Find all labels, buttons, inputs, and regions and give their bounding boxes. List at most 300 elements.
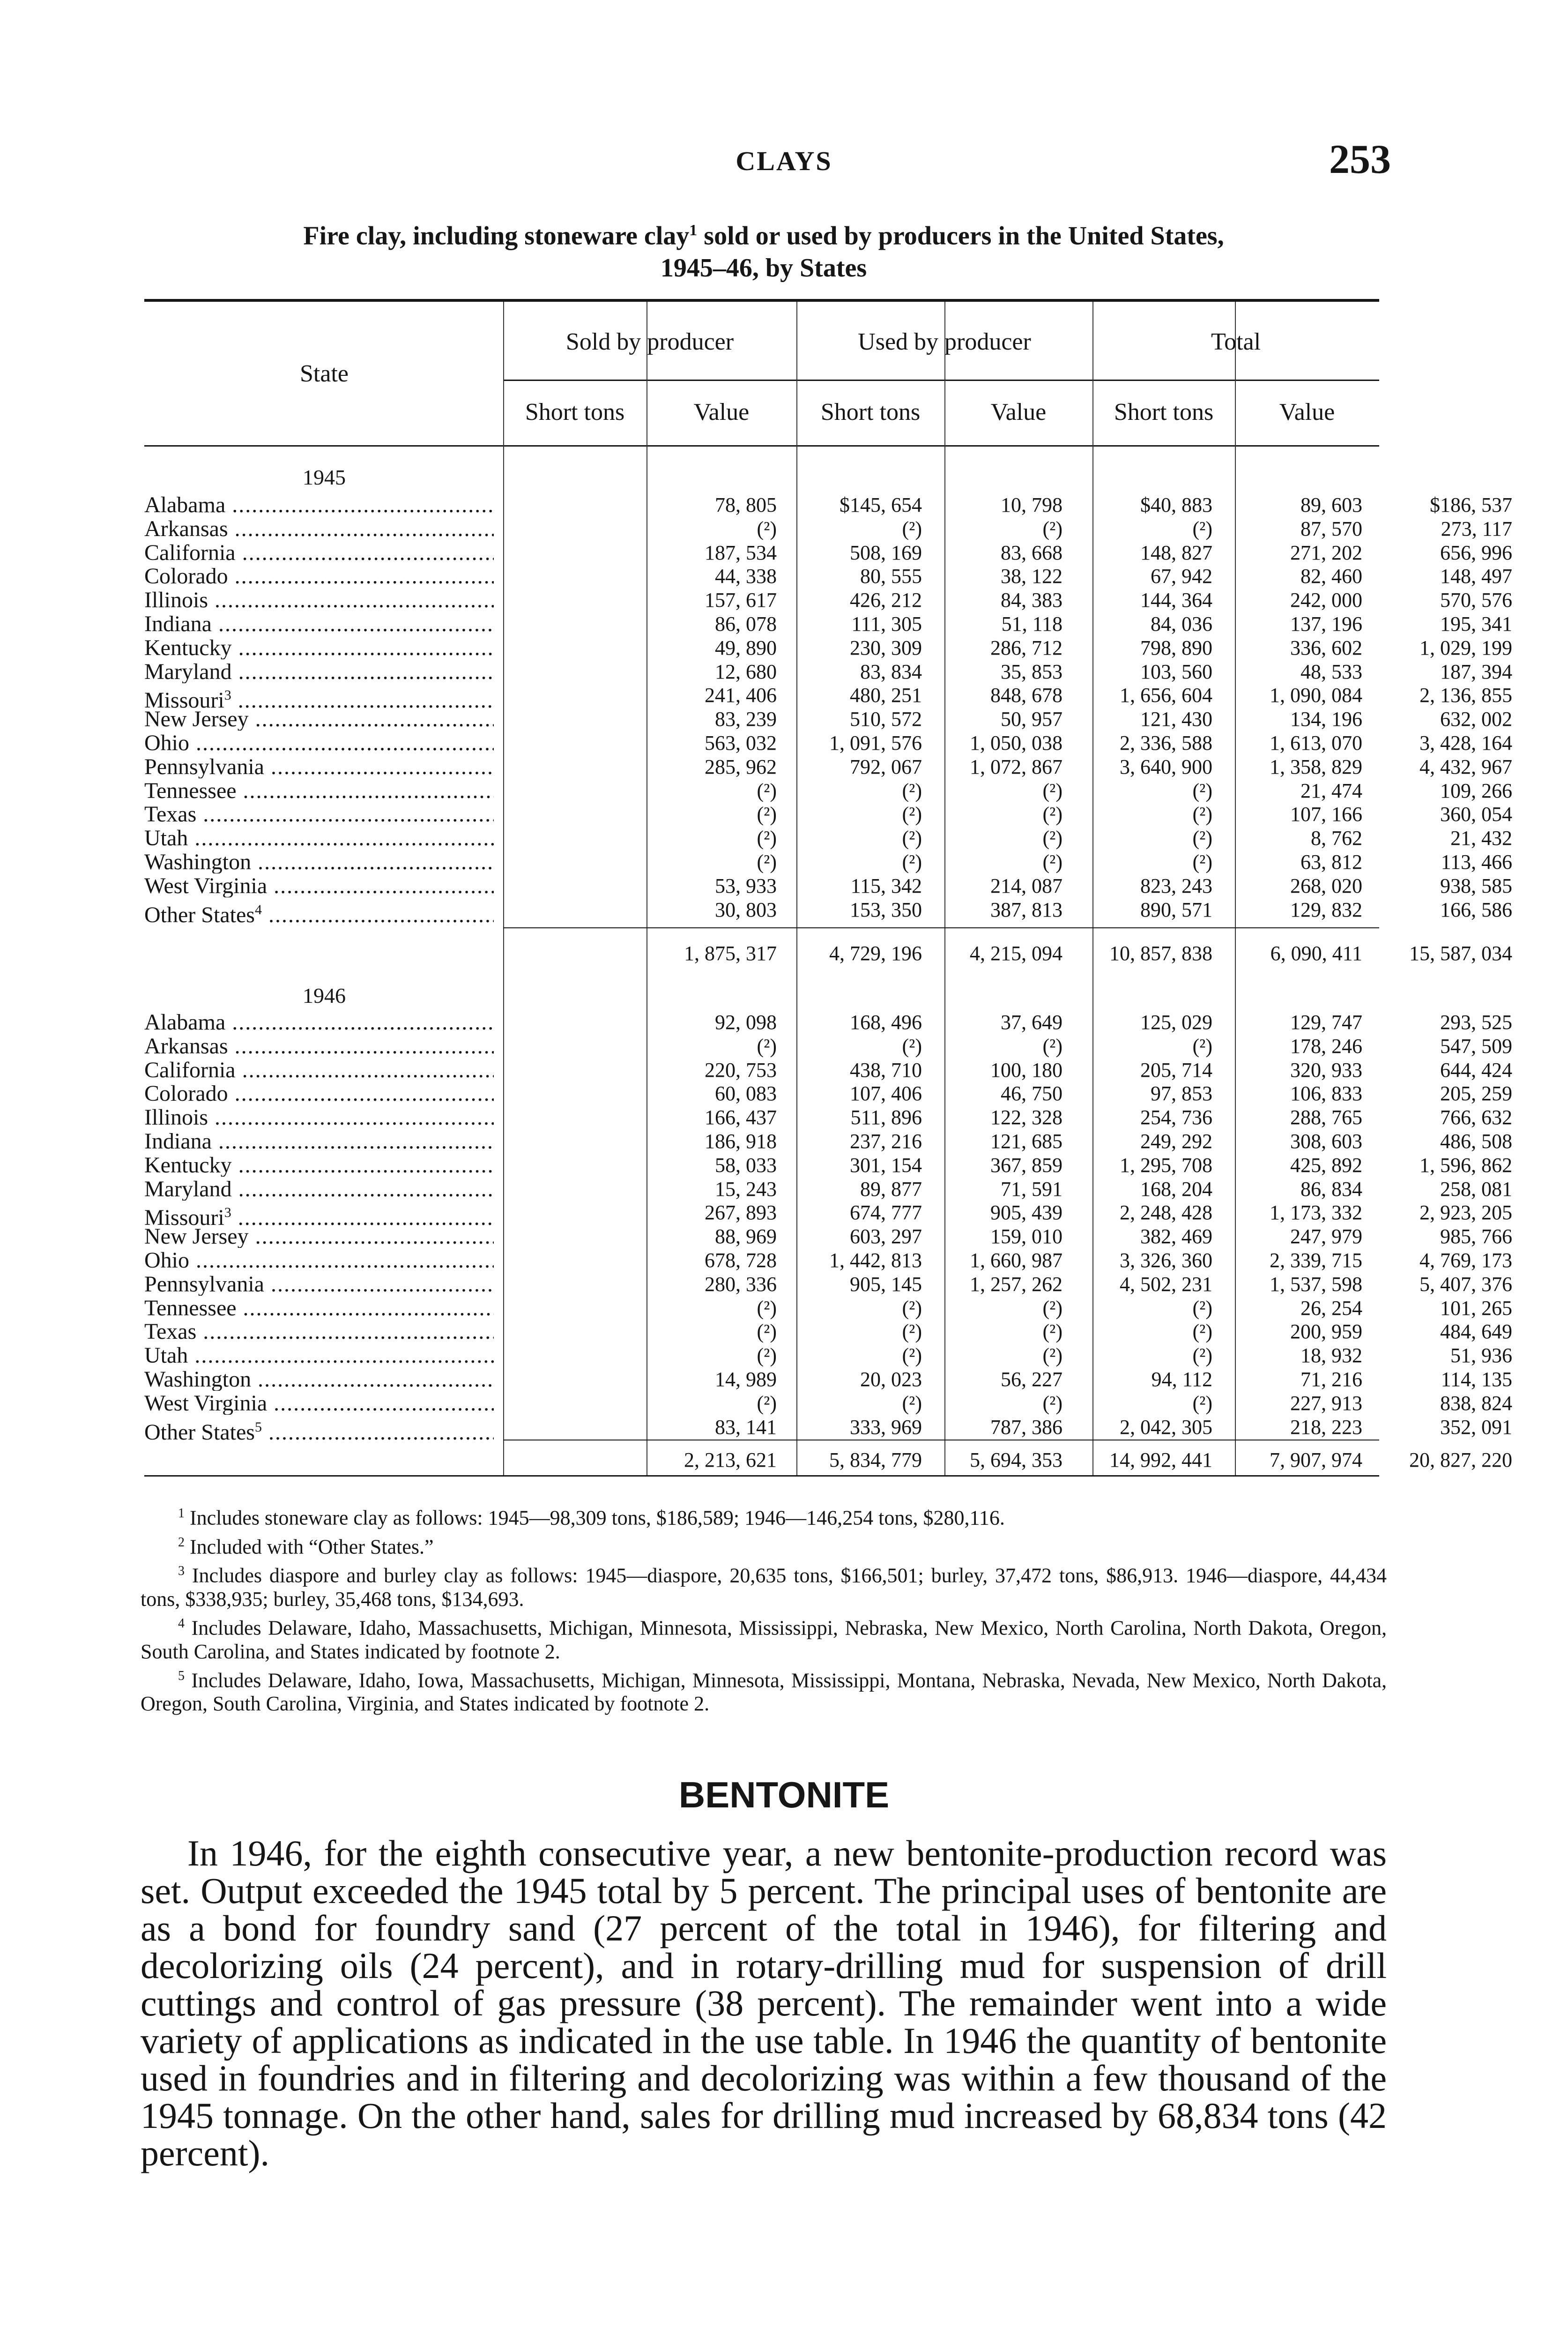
data-cell: 166, 586 (1440, 898, 1512, 921)
data-cell: (²) (902, 851, 922, 873)
data-cell: 938, 585 (1440, 874, 1512, 897)
state-name: Washington (144, 1368, 252, 1391)
data-cell: 798, 890 (1140, 636, 1212, 659)
data-cell: 187, 394 (1440, 660, 1512, 683)
data-cell: 101, 265 (1440, 1296, 1512, 1320)
footnote-mark: 4 (178, 1616, 185, 1631)
data-cell: (²) (1192, 517, 1212, 540)
footnotes (141, 1502, 1387, 1716)
data-cell: 94, 112 (1151, 1368, 1212, 1391)
data-cell: 48, 533 (1300, 660, 1362, 683)
data-cell: (²) (1042, 803, 1063, 826)
data-cell: 632, 002 (1440, 708, 1512, 731)
state-cell (144, 827, 494, 850)
state-cell (144, 851, 494, 873)
state-name: Indiana (144, 1130, 212, 1153)
state-name: Arkansas (144, 1035, 228, 1058)
state-cell (144, 1130, 494, 1153)
state-name: Utah (144, 1344, 188, 1367)
data-cell: 67, 942 (1151, 565, 1212, 588)
data-cell: 10, 798 (1001, 493, 1063, 516)
data-cell: 273, 117 (1441, 517, 1512, 540)
state-cell (144, 637, 494, 659)
data-cell: 1, 537, 598 (1270, 1272, 1362, 1296)
state-cell (144, 1344, 494, 1367)
footnote-text: Includes Delaware, Idaho, Massachusetts, Michigan, Minnesota, Mississippi, Nebraska, New Mexico, North Carolina, North Dakota, Oregon, South Carolina, and States indicated by footnote 2. (141, 1616, 1387, 1663)
total-cell: 14, 992, 441 (1109, 1448, 1212, 1471)
state-name: Texas (144, 803, 197, 826)
data-cell: (²) (902, 1320, 922, 1343)
total-cell: 5, 834, 779 (829, 1448, 922, 1471)
group-header-total: Total (1211, 328, 1261, 355)
state-name: Other States (144, 1419, 255, 1444)
state-name: Ohio (144, 1249, 189, 1272)
data-cell: 288, 765 (1290, 1106, 1362, 1129)
data-cell: 218, 223 (1290, 1415, 1362, 1439)
data-cell: (²) (1042, 851, 1063, 873)
data-cell: 4, 769, 173 (1419, 1249, 1512, 1272)
data-cell: 44, 338 (715, 565, 777, 588)
data-cell: 426, 212 (850, 589, 922, 612)
data-cell: 3, 428, 164 (1419, 731, 1512, 754)
data-cell: (²) (1042, 779, 1063, 802)
data-cell: 134, 196 (1290, 708, 1362, 731)
data-cell: 308, 603 (1290, 1130, 1362, 1153)
data-cell: 2, 339, 715 (1270, 1249, 1362, 1272)
data-cell: (²) (757, 779, 777, 802)
table-row (144, 1296, 1512, 1320)
table-bottom-rule (144, 1475, 1379, 1477)
data-cell: 644, 424 (1440, 1058, 1512, 1082)
state-cell (144, 708, 494, 731)
data-cell: 107, 406 (850, 1082, 922, 1105)
data-cell: 18, 932 (1300, 1344, 1362, 1367)
footnote-mark: 3 (224, 1205, 231, 1221)
state-cell (144, 899, 494, 926)
data-cell: 2, 248, 428 (1120, 1201, 1212, 1224)
data-cell: 84, 383 (1001, 589, 1063, 612)
data-cell: 20, 023 (860, 1368, 922, 1391)
data-cell: (²) (757, 1034, 777, 1058)
data-cell: 241, 406 (705, 684, 777, 707)
data-cell: 121, 430 (1140, 708, 1212, 731)
data-cell: 438, 710 (850, 1058, 922, 1082)
data-cell: 570, 576 (1440, 589, 1512, 612)
page-header (0, 136, 1568, 187)
data-cell: 195, 341 (1440, 612, 1512, 635)
data-cell: 178, 246 (1290, 1034, 1362, 1058)
column-header: Short tons (525, 399, 625, 425)
state-cell (144, 1011, 494, 1034)
data-cell: 286, 712 (990, 636, 1063, 659)
data-cell: 336, 602 (1290, 636, 1362, 659)
data-cell: 35, 853 (1001, 660, 1063, 683)
data-cell: (²) (1192, 1344, 1212, 1367)
table-title-line1-rest: sold or used by producers in the United States, (697, 221, 1224, 251)
data-cell: 247, 979 (1290, 1225, 1362, 1248)
table-row (144, 1368, 1512, 1391)
state-cell (144, 1273, 494, 1296)
total-cell: 4, 215, 094 (970, 942, 1063, 965)
data-cell: (²) (757, 803, 777, 826)
data-cell: 56, 227 (1001, 1368, 1063, 1391)
state-cell (144, 1392, 494, 1415)
footnote-mark: 3 (178, 1564, 185, 1579)
data-cell: 1, 358, 829 (1270, 755, 1362, 778)
total-cell: 15, 587, 034 (1409, 942, 1512, 965)
state-cell (144, 875, 494, 897)
data-cell: 280, 336 (705, 1272, 777, 1296)
state-name: California (144, 1059, 236, 1082)
data-cell: 1, 660, 987 (970, 1249, 1063, 1272)
data-cell: 129, 747 (1290, 1011, 1362, 1034)
footnote-mark: 3 (224, 687, 231, 703)
state-cell (144, 613, 494, 635)
data-cell: 1, 072, 867 (970, 755, 1063, 778)
data-cell: 508, 169 (850, 541, 922, 564)
data-cell: 121, 685 (990, 1130, 1063, 1153)
data-cell: 387, 813 (990, 898, 1063, 921)
data-cell: (²) (1042, 1391, 1063, 1415)
data-cell: 60, 083 (715, 1082, 777, 1105)
data-cell: $186, 537 (1430, 493, 1512, 516)
page-number: 253 (1329, 137, 1391, 182)
data-cell: 38, 122 (1001, 565, 1063, 588)
data-cell: 766, 632 (1440, 1106, 1512, 1129)
footnote-mark: 1 (178, 1506, 185, 1521)
state-name: Tennessee (144, 1297, 237, 1320)
state-cell (144, 780, 494, 802)
column-header: Value (990, 399, 1047, 425)
state-cell (144, 1225, 494, 1248)
data-cell: 63, 812 (1300, 851, 1362, 873)
state-cell (144, 589, 494, 612)
data-cell: 1, 295, 708 (1120, 1153, 1212, 1177)
state-name: Maryland (144, 660, 232, 683)
data-cell: 603, 297 (850, 1225, 922, 1248)
table-title (141, 215, 1387, 284)
data-cell: 1, 029, 199 (1419, 636, 1512, 659)
data-cell: 1, 442, 813 (829, 1249, 922, 1272)
data-cell: 985, 766 (1440, 1225, 1512, 1248)
data-cell: 3, 640, 900 (1120, 755, 1212, 778)
data-cell: 258, 081 (1440, 1177, 1512, 1201)
footnote-text: Includes Delaware, Idaho, Iowa, Massachusetts, Michigan, Minnesota, Mississippi, Montana, Nebraska, Nevada, New Mexico, North Dakota, Oregon, South Carolina, Virginia, and States indicated by footnote 2. (141, 1669, 1387, 1716)
data-cell: 792, 067 (850, 755, 922, 778)
state-name: Tennessee (144, 779, 237, 802)
data-cell: 787, 386 (990, 1415, 1063, 1439)
total-cell: 2, 213, 621 (684, 1448, 777, 1471)
data-cell: 83, 668 (1001, 541, 1063, 564)
data-cell: (²) (902, 779, 922, 802)
data-cell: 107, 166 (1290, 803, 1362, 826)
state-name: Other States (144, 902, 255, 926)
data-cell: 678, 728 (705, 1249, 777, 1272)
data-cell: 301, 154 (850, 1153, 922, 1177)
total-cell: 7, 907, 974 (1270, 1448, 1362, 1471)
state-cell (144, 542, 494, 564)
data-cell: (²) (757, 1344, 777, 1367)
data-cell: 214, 087 (990, 874, 1063, 897)
data-cell: 71, 591 (1001, 1177, 1063, 1201)
state-cell (144, 494, 494, 516)
table-row (144, 1011, 1512, 1034)
footnote (141, 1612, 1387, 1664)
data-cell: 15, 243 (715, 1177, 777, 1201)
footnote-text: Includes diaspore and burley clay as follows: 1945—diaspore, 20,635 tons, $166,501; burley, 37,472 tons, $86,913. 1946—diaspore, 44,434 tons, $338,935; burley, 35,468 tons, $134,693. (141, 1564, 1387, 1611)
state-name: Colorado (144, 565, 228, 588)
data-cell: (²) (902, 1034, 922, 1058)
data-cell: 168, 496 (850, 1011, 922, 1034)
group-header-sold: Sold by producer (565, 328, 734, 355)
data-cell: 89, 603 (1300, 493, 1362, 516)
data-cell: 71, 216 (1300, 1368, 1362, 1391)
data-cell: 1, 050, 038 (970, 731, 1063, 754)
data-cell: 200, 959 (1290, 1320, 1362, 1343)
state-name: Utah (144, 827, 188, 850)
data-cell: 838, 824 (1440, 1391, 1512, 1415)
table-row (144, 1272, 1512, 1296)
table-row (144, 517, 1512, 540)
data-cell: 144, 364 (1140, 589, 1212, 612)
data-cell: 49, 890 (715, 636, 777, 659)
data-cell: 83, 141 (715, 1415, 777, 1439)
table-row (144, 874, 1512, 897)
data-cell: 186, 918 (705, 1130, 777, 1153)
data-cell: $145, 654 (840, 493, 922, 516)
footnote (141, 1664, 1387, 1716)
data-cell: 89, 877 (860, 1177, 922, 1201)
data-cell: (²) (1192, 1320, 1212, 1343)
data-cell: 4, 502, 231 (1120, 1272, 1212, 1296)
data-cell: (²) (1192, 779, 1212, 802)
state-name: Kentucky (144, 1154, 232, 1177)
footnote-mark: 5 (178, 1668, 185, 1683)
state-name: Missouri (144, 1205, 224, 1230)
data-cell: 129, 832 (1290, 898, 1362, 921)
data-cell: 8, 762 (1311, 827, 1362, 850)
state-cell (144, 518, 494, 540)
data-cell: 82, 460 (1300, 565, 1362, 588)
table-row (144, 1130, 1512, 1153)
state-cell (144, 1297, 494, 1320)
data-cell: (²) (1042, 1034, 1063, 1058)
state-name: California (144, 541, 236, 564)
state-cell (144, 732, 494, 754)
table-row (144, 827, 1512, 850)
table-title-footnote-mark: 1 (689, 222, 698, 239)
state-name: Illinois (144, 1106, 208, 1129)
data-cell: $40, 883 (1140, 493, 1212, 516)
data-cell: (²) (1192, 851, 1212, 873)
data-cell: 2, 923, 205 (1419, 1201, 1512, 1224)
footnote (141, 1502, 1387, 1530)
data-cell: 293, 525 (1440, 1011, 1512, 1034)
table-row (144, 731, 1512, 754)
data-cell: (²) (1042, 517, 1063, 540)
data-cell: 333, 969 (850, 1415, 922, 1439)
footnote (141, 1531, 1387, 1559)
data-cell: 86, 078 (715, 612, 777, 635)
table-row (144, 660, 1512, 683)
footnote (141, 1560, 1387, 1611)
data-cell: (²) (902, 1296, 922, 1320)
data-cell: 656, 996 (1440, 541, 1512, 564)
section-heading: BENTONITE (678, 1774, 890, 1815)
data-cell: 21, 474 (1300, 779, 1362, 802)
data-cell: (²) (902, 1391, 922, 1415)
data-cell: 4, 432, 967 (1419, 755, 1512, 778)
table-row (144, 541, 1512, 564)
data-cell: (²) (902, 827, 922, 850)
table-row (144, 1058, 1512, 1082)
data-cell: 352, 091 (1440, 1415, 1512, 1439)
data-cell: 100, 180 (990, 1058, 1063, 1082)
paragraph: In 1946, for the eighth consecutive year, a new bentonite-production record was set. Output exceeded the 1945 total by 5 percent. The principal uses of bentonite are as a bond for foundry sand (27 percent of the total in 1946), for filtering and decolorizing oils (24 percent), and in rotary-drilling mud for suspension of drill cuttings and control of gas pressure (38 percent). The remainder went into a wide variety of applications as indicated in the use table. In 1946 the quantity of bentonite used in foundries and in filtering and decolorizing was within a few thousand of the 1945 tonnage. On the other hand, sales for drilling mud increased by 68,834 tons (42 percent). (141, 1833, 1387, 2173)
data-cell: 78, 805 (715, 493, 777, 516)
data-cell: 103, 560 (1140, 660, 1212, 683)
table-row (144, 1225, 1512, 1248)
total-cell: 6, 090, 411 (1270, 942, 1362, 965)
data-cell: 53, 933 (715, 874, 777, 897)
state-cell (144, 565, 494, 588)
table-row (144, 1249, 1512, 1272)
total-cell: 1, 875, 317 (684, 942, 777, 965)
data-cell: 21, 432 (1450, 827, 1512, 850)
total-cell: 5, 694, 353 (970, 1448, 1063, 1471)
data-cell: (²) (1042, 827, 1063, 850)
total-row-1946 (144, 1448, 1512, 1471)
data-cell: 848, 678 (990, 684, 1063, 707)
table-row (144, 1344, 1512, 1367)
state-name: New Jersey (144, 708, 249, 731)
data-cell: 114, 135 (1441, 1368, 1512, 1391)
data-cell: 14, 989 (715, 1368, 777, 1391)
state-name: Alabama (144, 1011, 226, 1034)
state-cell (144, 661, 494, 683)
data-cell: 890, 571 (1140, 898, 1212, 921)
state-name: Pennsylvania (144, 1273, 264, 1296)
data-cell: 511, 896 (850, 1106, 922, 1129)
data-cell: 674, 777 (850, 1201, 922, 1224)
data-cell: (²) (1192, 1391, 1212, 1415)
table-top-rule (144, 299, 1379, 302)
table-row (144, 565, 1512, 588)
column-header-rule (144, 445, 1379, 447)
data-cell: (²) (1192, 1034, 1212, 1058)
state-cell (144, 1178, 494, 1201)
data-cell: 30, 803 (715, 898, 777, 921)
data-cell: 51, 936 (1450, 1344, 1512, 1367)
footnote-text: Includes stoneware clay as follows: 1945—98,309 tons, $186,589; 1946—146,254 tons, $280,116. (190, 1506, 1005, 1530)
table-row (144, 1153, 1512, 1177)
data-cell: 46, 750 (1001, 1082, 1063, 1105)
table-row (144, 589, 1512, 612)
column-header: Value (693, 399, 750, 425)
data-cell: 382, 469 (1140, 1225, 1212, 1248)
state-name: Indiana (144, 613, 212, 635)
footnote-mark: 2 (178, 1535, 185, 1550)
data-cell: 486, 508 (1440, 1130, 1512, 1153)
state-name: Maryland (144, 1178, 232, 1201)
state-cell (144, 756, 494, 778)
table-row (144, 898, 1512, 926)
data-cell: 122, 328 (990, 1106, 1063, 1129)
state-name: Texas (144, 1321, 197, 1343)
data-cell: 87, 570 (1300, 517, 1362, 540)
table-row (144, 1177, 1512, 1201)
data-cell: 425, 892 (1290, 1153, 1362, 1177)
total-cell: 20, 827, 220 (1409, 1448, 1512, 1471)
data-cell: (²) (757, 827, 777, 850)
state-name: Alabama (144, 494, 226, 516)
data-cell: (²) (757, 1391, 777, 1415)
table-row (144, 1082, 1512, 1105)
data-cell: 268, 020 (1290, 874, 1362, 897)
data-cell: (²) (1042, 1320, 1063, 1343)
total-row-1945 (144, 942, 1512, 965)
data-cell: (²) (1192, 1296, 1212, 1320)
data-cell: 480, 251 (850, 684, 922, 707)
data-cell: 360, 054 (1440, 803, 1512, 826)
data-cell: 106, 833 (1290, 1082, 1362, 1105)
data-cell: 37, 649 (1001, 1011, 1063, 1034)
table-title-line1: Fire clay, including stoneware clay (303, 221, 690, 251)
data-cell: 2, 136, 855 (1419, 684, 1512, 707)
table-row (144, 708, 1512, 731)
data-cell: (²) (1192, 827, 1212, 850)
table-row (144, 1106, 1512, 1129)
total-cell: 4, 729, 196 (829, 942, 922, 965)
data-cell: 58, 033 (715, 1153, 777, 1177)
data-cell: 115, 342 (850, 874, 922, 897)
state-name: Kentucky (144, 636, 232, 659)
data-cell: 148, 497 (1440, 565, 1512, 588)
data-cell: (²) (902, 517, 922, 540)
state-cell (144, 803, 494, 826)
data-cell: 97, 853 (1151, 1082, 1212, 1105)
data-cell: 3, 326, 360 (1120, 1249, 1212, 1272)
state-name: Ohio (144, 732, 189, 754)
data-cell: 905, 145 (850, 1272, 922, 1296)
table-row (144, 1391, 1512, 1415)
data-cell: 205, 259 (1440, 1082, 1512, 1105)
state-cell (144, 1321, 494, 1343)
data-cell: (²) (757, 1296, 777, 1320)
data-cell: 166, 437 (705, 1106, 777, 1129)
data-cell: 205, 714 (1140, 1058, 1212, 1082)
data-cell: 2, 042, 305 (1120, 1415, 1212, 1439)
data-cell: (²) (902, 1344, 922, 1367)
data-cell: 113, 466 (1441, 851, 1512, 873)
state-name: Colorado (144, 1082, 228, 1105)
data-cell: 320, 933 (1290, 1058, 1362, 1082)
table-row (144, 493, 1512, 516)
data-cell: 88, 969 (715, 1225, 777, 1248)
table-row (144, 803, 1512, 826)
data-cell: 12, 680 (715, 660, 777, 683)
data-cell: 109, 266 (1440, 779, 1512, 802)
data-cell: 1, 173, 332 (1270, 1201, 1362, 1224)
data-cell: (²) (757, 1320, 777, 1343)
data-cell: 5, 407, 376 (1419, 1272, 1512, 1296)
state-cell (144, 1059, 494, 1082)
data-cell: 905, 439 (990, 1201, 1063, 1224)
table-row (144, 684, 1512, 712)
data-cell: 26, 254 (1300, 1296, 1362, 1320)
data-cell: 125, 029 (1140, 1011, 1212, 1034)
state-name: Arkansas (144, 517, 228, 540)
